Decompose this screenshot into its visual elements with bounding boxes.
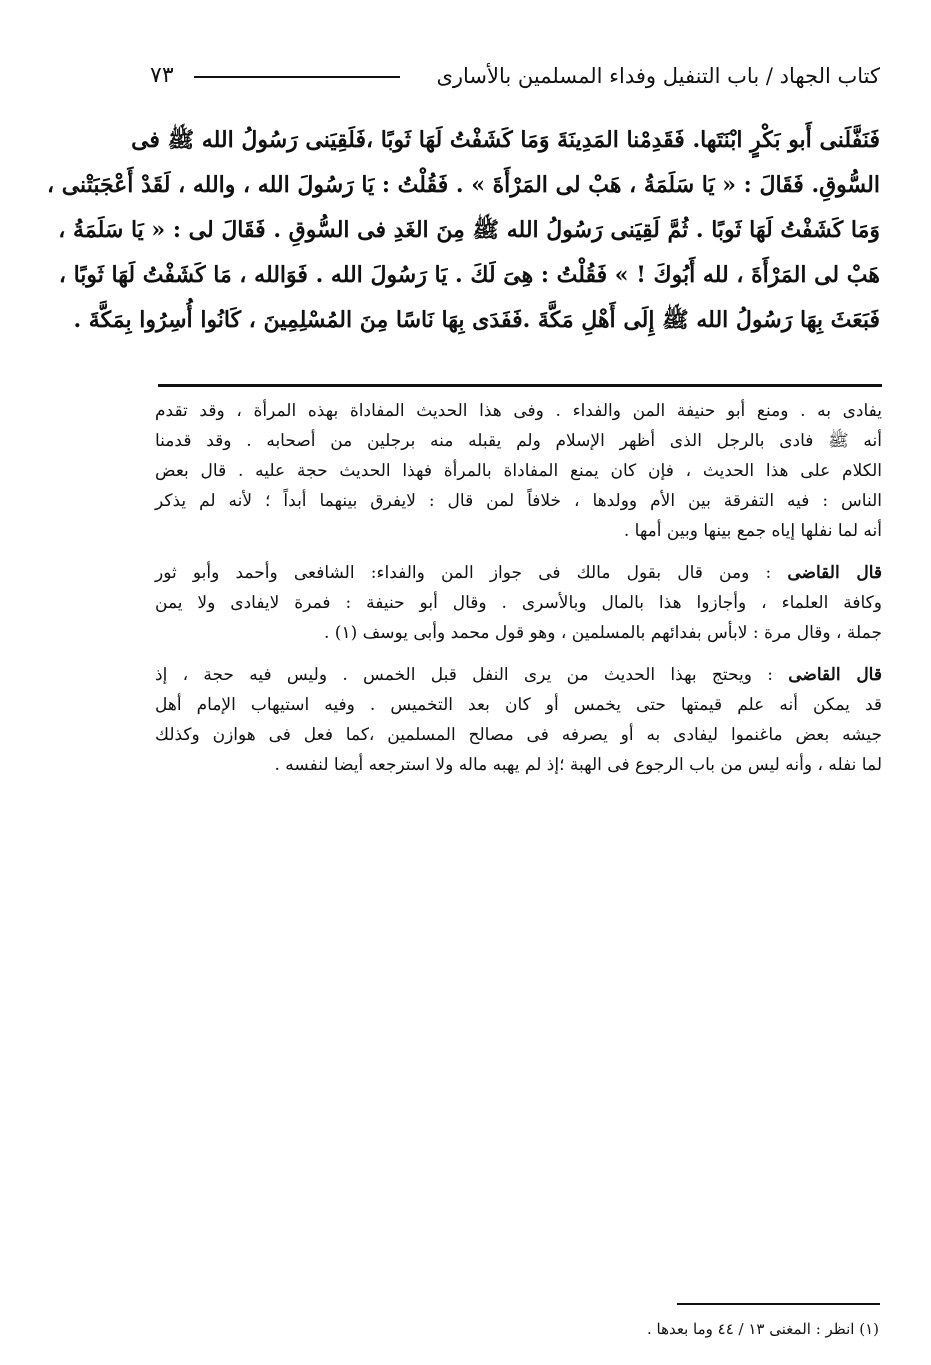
commentary-paragraph-1 [155, 396, 882, 546]
commentary-paragraph-3 [155, 660, 882, 780]
commentary-line: يفادى به . ومنع أبو حنيفة المن والفداء . وفى هذا الحديث المفاداة بهذه المرأة ، وقد تقدم [155, 401, 882, 421]
page-number: ٧٣ [150, 63, 174, 88]
footnote-rule [677, 1303, 880, 1305]
hadith-line: هَبْ لى المَرْأَةَ ، لله أَبُوكَ ! » فَقُلْتُ : هِىَ لَكَ . يَا رَسُولَ الله . فَوَالله ، مَا كَشَفْتُ لَهَا ثَوبًا ، [58, 262, 880, 288]
hadith-line: وَمَا كَشَفْتُ لَهَا ثَوبًا . ثُمَّ لَقِيَنى رَسُولُ الله ﷺ مِنَ الغَدِ فى السُّوقِ . فَقَالَ لى : « يَا سَلَمَةُ ، [58, 217, 880, 243]
commentary-line [155, 660, 882, 690]
commentary-line: وكافة العلماء ، وأجازوا هذا بالمال وبالأسرى . وقال أبو حنيفة : فمرة لايفادى ولا يمن [155, 593, 882, 613]
footnote: (١) انظر : المغنى ١٣ / ٤٤ وما بعدها . [646, 1320, 879, 1338]
header-rule [194, 76, 400, 78]
commentary-line: الناس : فيه التفرقة بين الأم وولدها ، خلافاً لمن قال : لايفرق بينهما أبداً ؛ لأنه لم يذكر [155, 491, 882, 511]
commentary-line-text: : ومن قال بقول مالك فى جواز المن والفداء: الشافعى وأحمد وأبو ثور [155, 563, 772, 583]
commentary-text [155, 396, 882, 792]
speaker-label: قال القاضى [787, 563, 883, 583]
running-header [150, 58, 880, 94]
commentary-line: جملة ، وقال مرة : لابأس بفدائهم بالمسلمين ، وهو قول محمد وأبى يوسف (١) . [324, 623, 882, 643]
commentary-line: جيشه بعض ماغنموا ليفادى به أو يصرفه فى مصالح المسلمين ،كما فعل فى هوازن وكذلك [155, 725, 882, 745]
commentary-paragraph-2 [155, 558, 882, 648]
hadith-text [46, 118, 880, 343]
commentary-line: قد يمكن أنه علم قيمتها حتى يخمس أو كان بعد التخميس . وفيه استيهاب الإمام أهل [155, 695, 882, 715]
section-divider [158, 384, 882, 387]
hadith-line: السُّوقِ. فَقَالَ : « يَا سَلَمَةُ ، هَبْ لى المَرْأَةَ » . فَقُلْتُ : يَا رَسُولَ الله ، والله ، لَقَدْ أَعْجَبَتْنى ، [46, 172, 880, 198]
commentary-line: أنه ﷺ فادى بالرجل الذى أظهر الإسلام ولم يقبله منه برجلين من أصحابه . وقد قدمنا [155, 431, 882, 451]
commentary-line: الكلام على هذا الحديث ، فإن كان يمنع المفاداة بالمرأة فهذا الحديث حجة عليه . قال بعض [155, 461, 882, 481]
commentary-line-text: : ويحتج بهذا الحديث من يرى النفل قبل الخمس . وليس فيه حجة ، إذ [155, 665, 773, 685]
hadith-line: فَبَعَثَ بِهَا رَسُولُ الله ﷺ إِلَى أَهْلِ مَكَّةَ .فَفَدَى بِهَا نَاسًا مِنَ المُسْلِمِينَ ، كَانُوا أُسِرُوا بِمَكَّةَ . [73, 307, 880, 333]
commentary-line: لما نفله ، وأنه ليس من باب الرجوع فى الهبة ؛إذ لم يهبه ماله ولا استرجعه أيضا لنفسه . [274, 755, 882, 775]
speaker-label: قال القاضى [788, 665, 882, 685]
commentary-line [155, 558, 882, 588]
chapter-title: كتاب الجهاد / باب التنفيل وفداء المسلمين بالأسارى [436, 64, 880, 88]
commentary-line: أنه لما نفلها إياه جمع بينها وبين أمها . [623, 521, 882, 541]
hadith-line: فَنَفَّلَنى أَبو بَكْرٍ ابْنَتَها. فَقَدِمْنا المَدِينَةَ وَمَا كَشَفْتُ لَهَا ثَوبًا ،فَلَقِيَنى رَسُولُ الله ﷺ فى [131, 127, 880, 153]
